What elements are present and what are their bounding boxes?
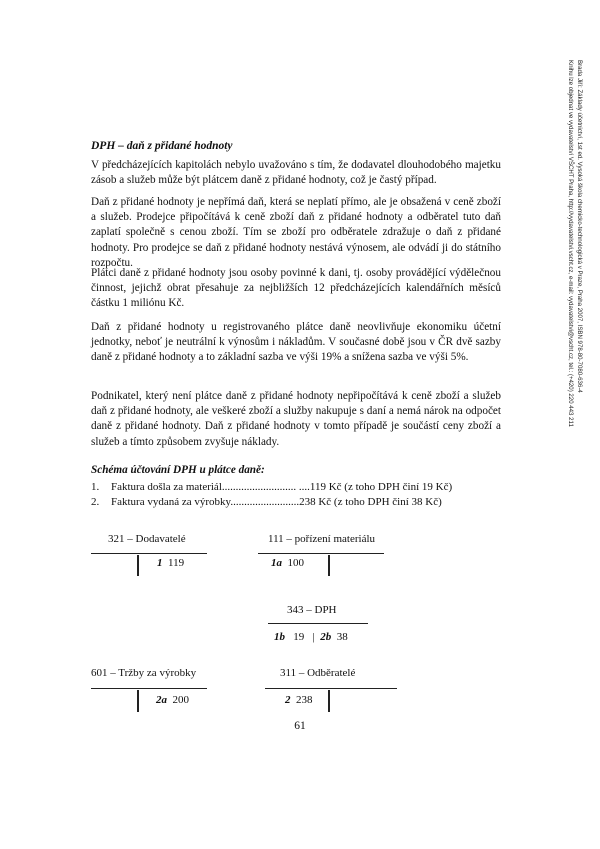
list-item-number: 1. — [91, 481, 100, 493]
account-entry — [271, 557, 304, 569]
sidebar-line: Knihu lze objednat ve vydavatelství VŠCHT Praha, http://vydavatelstvi.vscht.cz, e-mail: vydavatelstvi@vscht.cz, tel.: (+420) 220 443 211 — [567, 60, 574, 427]
entry-separator: | — [312, 631, 315, 643]
entry-code: 2a — [156, 694, 167, 706]
entry-amount: 100 — [287, 557, 304, 569]
entry-code: 2b — [320, 631, 332, 643]
paragraph-5: Podnikatel, který není plátce daně z přidané hodnoty nepřipočítává k ceně zboží a služeb daň z přidané hodnoty, ale veškeré zboží a služby nakupuje s daní a nemá nárok na odpočet daně z přidané hodnoty. Daň z přidané hodnoty v tomto případě je součástí ceny zboží a služeb a tímto způsobem zvyšuje náklady. — [91, 390, 501, 448]
account-title: 111 – pořízení materiálu — [268, 533, 376, 545]
paragraph-2: Daň z přidané hodnoty je nepřímá daň, která se neplatí přímo, ale je obsažená v ceně zboží a služeb. Prodejce připočítává k ceně zboží daň z přidané hodnoty a odběratel tuto daň zaplatí společně s cenou zboží. Tím se zboží pro odběratele zdražuje o daň z přidané hodnoty. Pro prodejce se daň z přidané hodnoty nestává výnosem, ale odvádí ji do státního rozpočtu. — [91, 196, 501, 269]
publisher-sidebar — [556, 60, 586, 760]
account-rule — [265, 688, 397, 689]
account-entry — [156, 694, 189, 706]
sidebar-text — [566, 60, 584, 760]
entry-amount: 38 — [336, 631, 348, 643]
entry-code: 1b — [274, 631, 285, 643]
account-divider — [328, 690, 330, 712]
account-rule — [258, 553, 384, 554]
entry-amount: 200 — [172, 694, 189, 706]
entry-amount: 19 — [293, 631, 305, 643]
account-rule — [91, 553, 207, 554]
account-divider — [328, 555, 330, 576]
paragraph-1: V předcházejících kapitolách nebylo uvažováno s tím, že dodavatel dlouhodobého majetku zásob a služeb může být plátcem daně z přidané hodnoty, což je častý případ. — [91, 159, 501, 187]
account-title: 601 – Tržby za výrobky — [91, 667, 197, 679]
account-divider — [137, 555, 139, 576]
entry-amount: 238 — [296, 694, 313, 706]
list-item — [91, 495, 511, 510]
entry-amount: 119 — [168, 557, 185, 569]
paragraph-3: Plátci daně z přidané hodnoty jsou osoby povinné k dani, tj. osoby provádějící výdělečnou činnost, jejichž obrat přesahuje za nejbližších 12 předcházejících kalendářních měsíců částku 1 miliónu Kč. — [91, 267, 501, 310]
account-entry — [157, 557, 184, 569]
entry-code: 1a — [271, 557, 282, 569]
sidebar-line: Brada Jiří: Základy účetnictví, 1st ed. Vysoká škola chemicko-technologická v Praze, Praha 2007, ISBN 978-80-7080-636-4 — [576, 60, 583, 393]
account-entry — [274, 631, 348, 643]
account-title: 311 – Odběratelé — [280, 667, 356, 679]
entry-code: 2 — [285, 694, 291, 706]
account-entry — [285, 694, 313, 706]
account-title: 321 – Dodavatelé — [108, 533, 186, 545]
paragraph-4: Daň z přidané hodnoty u registrovaného plátce daně neovlivňuje ekonomiku účetní jednotky, neboť je neutrální k výnosům i nákladům. V současné době jsou v ČR dvě sazby daně z přidané hodnoty a to základní sazba ve výši 19% a snížena sazba ve výši 5%. — [91, 321, 501, 364]
list-item-text: Faktura došla za materiál........................... ....119 Kč (z toho DPH činí 19 Kč) — [111, 481, 453, 493]
account-rule — [91, 688, 207, 689]
account-title: 343 – DPH — [287, 604, 337, 616]
schema-title: Schéma účtování DPH u plátce daně: — [91, 464, 265, 476]
entry-code: 1 — [157, 557, 163, 569]
account-divider — [137, 690, 139, 712]
list-item-number: 2. — [91, 496, 100, 508]
account-rule — [268, 623, 368, 624]
section-heading: DPH – daň z přidané hodnoty — [91, 140, 233, 152]
list-item — [91, 480, 511, 495]
list-item-text: Faktura vydaná za výrobky.........................238 Kč (z toho DPH činí 38 Kč) — [111, 496, 442, 508]
page-number: 61 — [294, 720, 306, 732]
transaction-list — [91, 480, 511, 510]
